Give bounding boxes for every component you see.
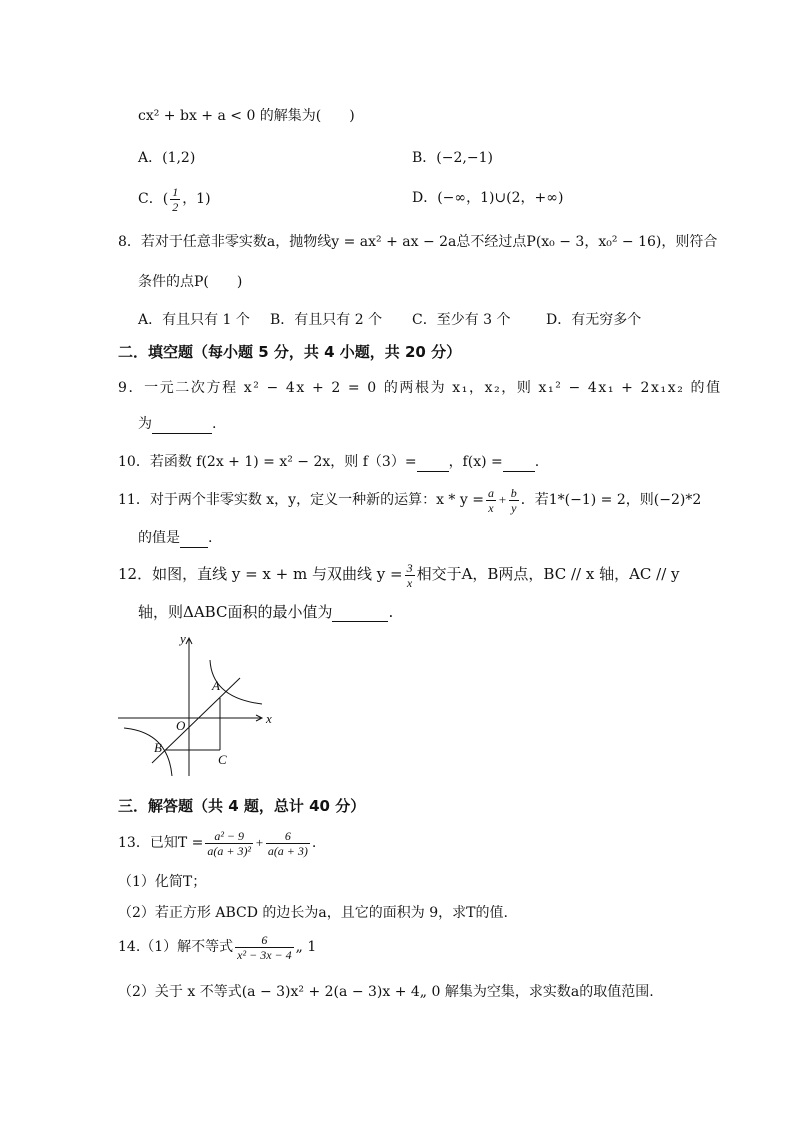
q9-stem-line2: 为 . [138, 416, 217, 432]
hyperbola-branch-lower [124, 728, 172, 776]
q8-stem-line1: 8．若对于任意非零实数a，抛物线y = ax² + ax − 2a总不经过点P(x₀ − 3，x₀² − 16)，则符合 [118, 234, 718, 250]
label-a: A [212, 678, 220, 693]
q9-stem-line1: 9．一元二次方程 x² − 4x + 2 = 0 的两根为 x₁，x₂，则 x₁² − 4x₁ + 2x₁x₂ 的值 [118, 380, 722, 396]
q11-fraction-a-x: $\frac{a}{x}$ [487, 485, 494, 515]
q7-option-b: B．(−2,−1) [412, 150, 493, 166]
q14-part1: 14.（1）解不等式 $\frac{6}{\text{x² − 3x − 4}}$ „ 1 [118, 932, 317, 962]
label-b: B [154, 740, 162, 755]
q10-blank-1[interactable] [417, 457, 449, 472]
label-c: C [218, 752, 227, 767]
q11-fraction-b-y: $\frac{b}{y}$ [510, 485, 517, 515]
q8-option-b: B．有且只有 2 个 [270, 312, 383, 328]
q10-stem: 10．若函数 f(2x + 1) = x² − 2x，则 f（3）= ，f(x) = . [118, 454, 540, 470]
section3-heading: 三．解答题（共 4 题，总计 40 分） [118, 797, 366, 815]
q12-answer-blank[interactable] [332, 607, 388, 622]
q13-stem: 13．已知T = $\frac{\text{a² − 9}}{\text{a(a + 3)²}}$ + $\frac{6}{a(a + 3)}$ . [118, 828, 317, 858]
q13-fraction-1: $\frac{\text{a² − 9}}{\text{a(a + 3)²}}$ [207, 828, 252, 858]
q8-option-d: D．有无穷多个 [546, 312, 642, 328]
q11-stem: 11．对于两个非零实数 x，y，定义一种新的运算：x * y = $\frac{a}{x}$ + $\frac{b}{y}$ ．若1*(−1) = 2，则(−2)*2 [118, 485, 702, 515]
q12-stem: 12．如图，直线 y = x + m 与双曲线 y = $\frac{3}{x}$ 相交于A，B两点，BC // x 轴，AC // y [118, 560, 680, 590]
q7-stem-tail: cx² + bx + a < 0 的解集为( ) [138, 108, 355, 124]
q8-stem-line2: 条件的点P( ) [138, 274, 243, 290]
q7-option-c: C．( $\frac{1}{2}$ ，1) [138, 184, 211, 214]
q11-stem-line2: 的值是 . [138, 530, 213, 546]
q13-fraction-2: $\frac{6}{a(a + 3)}$ [267, 828, 308, 858]
label-y: y [180, 631, 186, 646]
q7-option-a: A．(1,2) [138, 150, 196, 166]
q12-fraction-3-x: $\frac{3}{x}$ [406, 560, 413, 590]
q8-option-c: C．至少有 3 个 [412, 312, 511, 328]
q13-part1: （1）化简T； [118, 874, 207, 890]
label-x: x [266, 711, 272, 726]
q12-stem-line2: 轴，则ΔABC面积的最小值为 . [138, 603, 394, 621]
q11-answer-blank[interactable] [180, 533, 208, 548]
q7-c-fraction: $\frac{1}{2}$ [172, 184, 179, 214]
q9-answer-blank[interactable] [152, 419, 212, 434]
q14-fraction: $\frac{6}{\text{x² − 3x − 4}}$ [237, 932, 292, 962]
label-o: O [176, 718, 186, 733]
q13-part2: （2）若正方形 ABCD 的边长为a，且它的面积为 9，求T的值. [118, 905, 508, 921]
q7-option-d: D．(−∞，1)∪(2，+∞) [412, 190, 564, 206]
q10-blank-2[interactable] [503, 457, 535, 472]
section2-heading: 二．填空题（每小题 5 分，共 4 小题，共 20 分） [118, 343, 462, 361]
q12-figure [112, 628, 282, 780]
q14-part2: （2）关于 x 不等式(a − 3)x² + 2(a − 3)x + 4„ 0 解集为空集，求实数a的取值范围. [118, 984, 654, 1000]
q8-option-a: A．有且只有 1 个 [138, 312, 250, 328]
